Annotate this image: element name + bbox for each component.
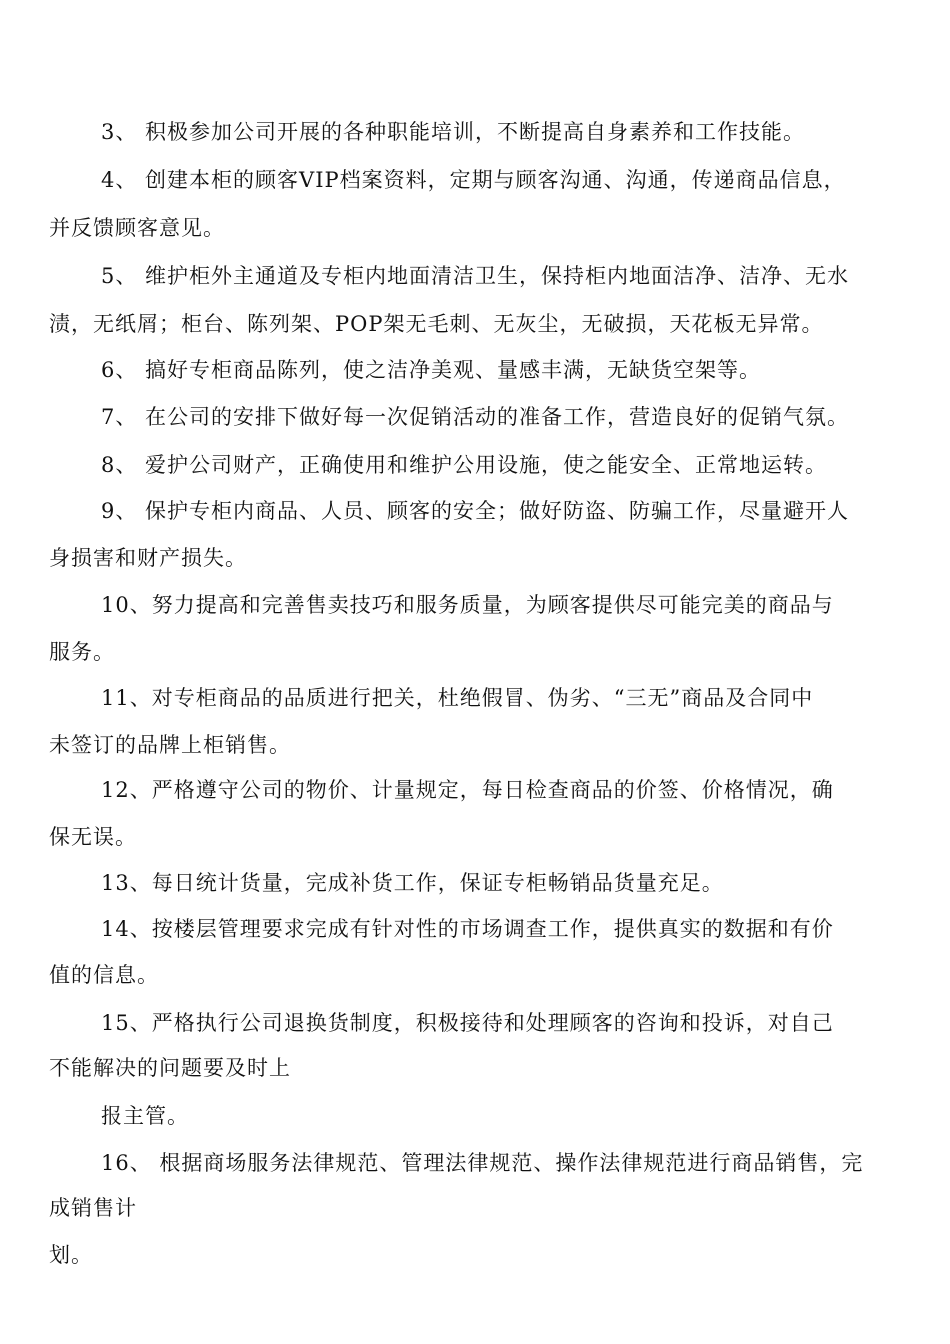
list-item-9-line-2: 身损害和财产损失。 <box>49 546 247 570</box>
list-item-13-line-1: 13、每日统计货量，完成补货工作，保证专柜畅销品货量充足。 <box>101 871 724 895</box>
list-item-11-line-2: 未签订的品牌上柜销售。 <box>49 733 291 757</box>
list-item-11-line-1: 11、对专柜商品的品质进行把关，杜绝假冒、伪劣、“三无”商品及合同中 <box>101 686 814 710</box>
list-item-16-line-1: 16、 根据商场服务法律规范、管理法律规范、操作法律规范进行商品销售，完 <box>101 1151 864 1175</box>
list-item-12-line-2: 保无误。 <box>49 825 137 849</box>
list-item-16-line-2: 成销售计 <box>49 1196 137 1220</box>
list-item-14-line-1: 14、按楼层管理要求完成有针对性的市场调查工作，提供真实的数据和有价 <box>101 917 834 941</box>
list-item-16-line-3: 划。 <box>49 1243 93 1267</box>
list-item-12-line-1: 12、严格遵守公司的物价、计量规定，每日检查商品的价签、价格情况，确 <box>101 778 834 802</box>
list-item-10-line-1: 10、努力提高和完善售卖技巧和服务质量，为顾客提供尽可能完美的商品与 <box>101 593 834 617</box>
list-item-4-line-1: 4、 创建本柜的顾客VIP档案资料，定期与顾客沟通、沟通，传递商品信息， <box>101 168 846 192</box>
list-item-14-line-2: 值的信息。 <box>49 963 159 987</box>
list-item-8-line-1: 8、 爱护公司财产，正确使用和维护公用设施，使之能安全、正常地运转。 <box>101 453 828 477</box>
list-item-15-line-3: 报主管。 <box>101 1104 189 1128</box>
list-item-5-line-2: 渍，无纸屑；柜台、陈列架、POP架无毛刺、无灰尘，无破损，天花板无异常。 <box>49 312 824 336</box>
list-item-15-line-2: 不能解决的问题要及时上 <box>49 1056 291 1080</box>
list-item-6-line-1: 6、 搞好专柜商品陈列，使之洁净美观、量感丰满，无缺货空架等。 <box>101 358 762 382</box>
list-item-3-line-1: 3、 积极参加公司开展的各种职能培训，不断提高自身素养和工作技能。 <box>101 120 806 144</box>
list-item-5-line-1: 5、 维护柜外主通道及专柜内地面清洁卫生，保持柜内地面洁净、洁净、无水 <box>101 264 850 288</box>
list-item-4-line-2: 并反馈顾客意见。 <box>49 216 225 240</box>
list-item-9-line-1: 9、 保护专柜内商品、人员、顾客的安全；做好防盗、防骗工作，尽量避开人 <box>101 499 850 523</box>
list-item-10-line-2: 服务。 <box>49 640 115 664</box>
list-item-15-line-1: 15、严格执行公司退换货制度，积极接待和处理顾客的咨询和投诉，对自己 <box>101 1011 834 1035</box>
list-item-7-line-1: 7、 在公司的安排下做好每一次促销活动的准备工作，营造良好的促销气氛。 <box>101 405 850 429</box>
